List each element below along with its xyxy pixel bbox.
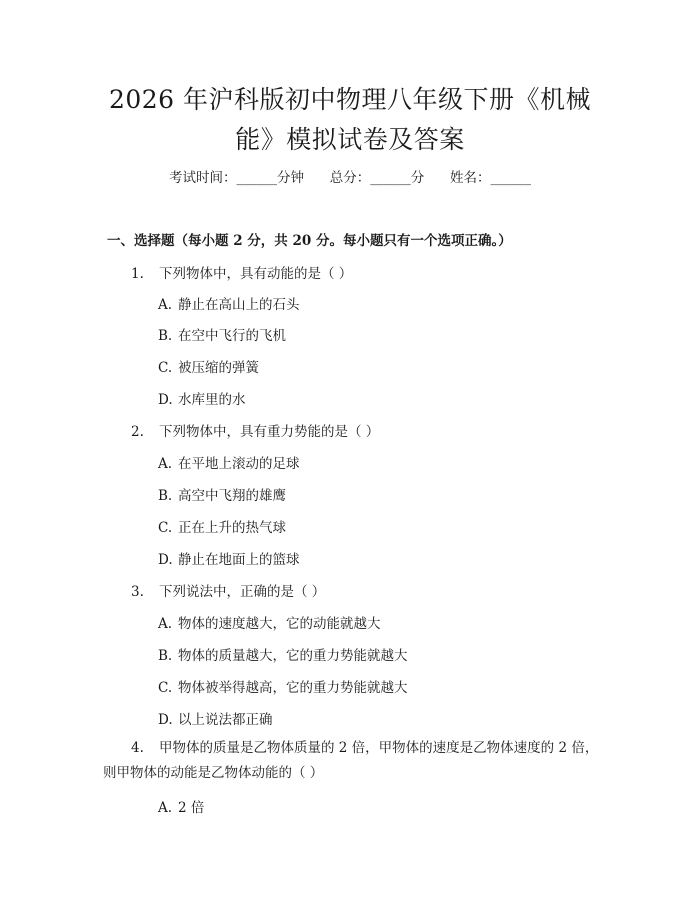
option-text: 正在上升的热气球 [178, 520, 286, 536]
question-2-option-b [158, 484, 286, 504]
question-3-option-d [158, 708, 273, 728]
option-text: 物体的速度越大，它的动能就越大 [178, 616, 381, 632]
section-heading-choice: 一、选择题（每小题 2 分，共 20 分。每小题只有一个选项正确。） [107, 233, 512, 249]
question-2-option-c [158, 516, 286, 536]
exam-info-line: 考试时间：______分钟 总分：______分 姓名：______ [169, 170, 531, 186]
question-1-option-b [158, 324, 286, 344]
option-text: 高空中飞翔的雄鹰 [178, 488, 286, 504]
title-line-1: 2026 年沪科版初中物理八年级下册《机械 [108, 85, 592, 114]
question-text: 下列物体中，具有重力势能的是（ ） [159, 424, 380, 440]
question-1-option-d [158, 388, 246, 408]
option-letter: D. [158, 712, 173, 728]
option-letter: A. [158, 456, 173, 472]
option-letter: D. [158, 552, 173, 568]
option-letter: B. [158, 648, 173, 664]
option-text: 物体被举得越高，它的重力势能就越大 [178, 680, 408, 696]
option-text: 静止在地面上的篮球 [178, 552, 300, 568]
question-1-option-a [158, 293, 300, 313]
question-4 [103, 736, 603, 786]
question-number: 4. [131, 740, 144, 756]
option-letter: C. [158, 360, 173, 376]
option-text: 水库里的水 [178, 392, 246, 408]
question-text-line-2: 则甲物体的动能是乙物体动能的（ ） [103, 765, 324, 781]
option-text: 以上说法都正确 [178, 712, 273, 728]
option-letter: A. [158, 616, 173, 632]
option-text: 被压缩的弹簧 [178, 360, 259, 376]
option-letter: A. [158, 800, 173, 816]
question-1 [131, 262, 352, 282]
question-3-option-a [158, 612, 381, 632]
question-text: 下列说法中，正确的是（ ） [159, 584, 326, 600]
question-4-line-1 [103, 736, 603, 761]
question-3 [131, 580, 325, 600]
question-4-option-a [158, 796, 204, 816]
option-letter: A. [158, 297, 173, 313]
question-text: 下列物体中，具有动能的是（ ） [159, 266, 353, 282]
option-letter: C. [158, 520, 173, 536]
option-letter: C. [158, 680, 173, 696]
question-3-option-c [158, 676, 408, 696]
question-3-option-b [158, 644, 408, 664]
question-2-option-d [158, 548, 300, 568]
option-text: 在空中飞行的飞机 [178, 328, 286, 344]
option-letter: B. [158, 328, 173, 344]
option-text: 2 倍 [178, 800, 205, 816]
question-1-option-c [158, 356, 259, 376]
document-title [100, 80, 600, 160]
option-text: 物体的质量越大，它的重力势能就越大 [178, 648, 408, 664]
question-number: 2. [131, 424, 144, 440]
option-letter: D. [158, 392, 173, 408]
question-2 [131, 420, 379, 440]
option-letter: B. [158, 488, 173, 504]
option-text: 在平地上滚动的足球 [178, 456, 300, 472]
option-text: 静止在高山上的石头 [178, 297, 300, 313]
question-number: 3. [131, 584, 144, 600]
title-line-2: 能》模拟试卷及答案 [235, 125, 465, 154]
question-text-line-1: 甲物体的质量是乙物体质量的 2 倍，甲物体的速度是乙物体速度的 2 倍， [159, 740, 599, 756]
question-number: 1. [131, 266, 144, 282]
question-2-option-a [158, 452, 300, 472]
